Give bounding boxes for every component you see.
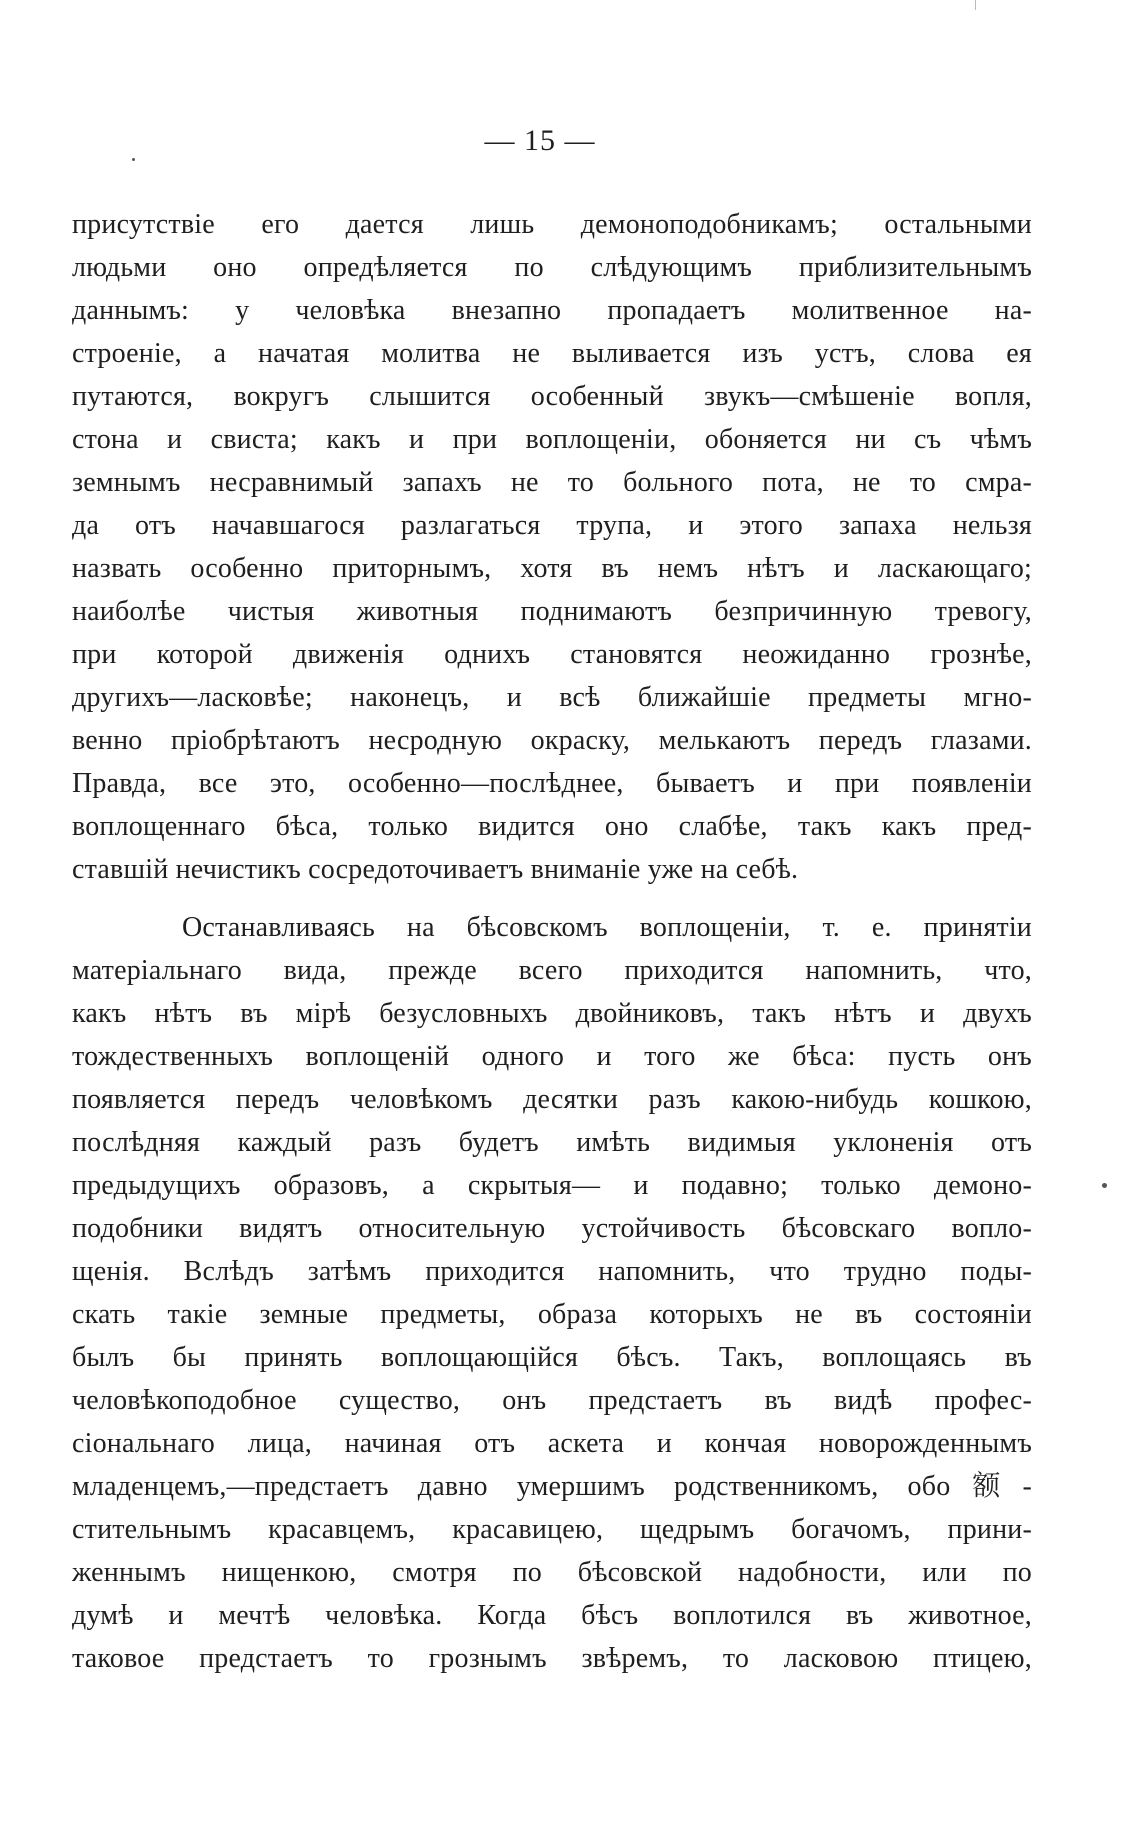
text-line: думѣ и мечтѣ человѣка. Когда бѣсъ воплотился въ животное, [72, 1600, 1032, 1631]
text-line: скать такіе земные предметы, образа которыхъ не въ состояніи [72, 1299, 1032, 1330]
text-line: стительнымъ красавцемъ, красавицею, щедрымъ богачомъ, прини- [72, 1514, 1032, 1545]
text-line: послѣдняя каждый разъ будетъ имѣть видимыя уклоненія отъ [72, 1127, 1032, 1158]
text-line: да отъ начавшагося разлагаться трупа, и этого запаха нельзя [72, 510, 1032, 541]
text-line: человѣкоподобное существо, онъ предстаетъ въ видѣ профес- [72, 1385, 1032, 1416]
page-number: — 15 — [484, 124, 596, 157]
text-line: таковое предстаетъ то грознымъ звѣремъ, то ласковою птицею, [72, 1643, 1032, 1674]
text-line: щенія. Вслѣдъ затѣмъ приходится напомнить, что трудно поды- [72, 1256, 1032, 1287]
text-line: Останавливаясь на бѣсовскомъ воплощеніи, т. е. принятіи [182, 912, 1032, 943]
text-line: присутствіе его дается лишь демоноподобникамъ; остальными [72, 209, 1032, 240]
text-line: даннымъ: у человѣка внезапно пропадаетъ молитвенное на- [72, 295, 1032, 326]
text-line: стона и свиста; какъ и при воплощеніи, обоняется ни съ чѣмъ [72, 424, 1032, 455]
text-line: тождественныхъ воплощеній одного и того же бѣса: пусть онъ [72, 1041, 1032, 1072]
text-line: подобники видятъ относительную устойчивость бѣсовскаго вопло- [72, 1213, 1032, 1244]
paragraph-1 [72, 203, 1032, 891]
paragraph-2 [72, 906, 1032, 1680]
text-line: земнымъ несравнимый запахъ не то больного пота, не то смра- [72, 467, 1032, 498]
text-line: воплощеннаго бѣса, только видится оно слабѣе, такъ какъ пред- [72, 811, 1032, 842]
text-line: женнымъ нищенкою, смотря по бѣсовской надобности, или по [72, 1557, 1032, 1588]
text-line: людьми оно опредѣляется по слѣдующимъ приблизительнымъ [72, 252, 1032, 283]
text-line: матеріальнаго вида, прежде всего приходится напомнить, что, [72, 955, 1032, 986]
text-line: былъ бы принять воплощающійся бѣсъ. Такъ, воплощаясь въ [72, 1342, 1032, 1373]
text-line: путаются, вокругъ слышится особенный звукъ—смѣшеніе вопля, [72, 381, 1032, 412]
scan-speck [132, 158, 135, 161]
scan-speck [1102, 1183, 1107, 1188]
text-line: другихъ—ласковѣе; наконецъ, и всѣ ближайшіе предметы мгно- [72, 682, 1032, 713]
text-line: ставшій нечистикъ сосредоточиваетъ вниманіе уже на себѣ. [72, 854, 799, 885]
text-line: назвать особенно приторнымъ, хотя въ немъ нѣтъ и ласкающаго; [72, 553, 1032, 584]
text-line: Правда, все это, особенно—послѣднее, бываетъ и при появленіи [72, 768, 1032, 799]
text-line: строеніе, а начатая молитва не выливается изъ устъ, слова ея [72, 338, 1032, 369]
text-line: предыдущихъ образовъ, а скрытыя— и подавно; только демоно- [72, 1170, 1032, 1201]
text-line: при которой движенія однихъ становятся неожиданно грознѣе, [72, 639, 1032, 670]
text-line: появляется передъ человѣкомъ десятки разъ какою-нибудь кошкою, [72, 1084, 1032, 1115]
text-line: какъ нѣтъ въ мірѣ безусловныхъ двойниковъ, такъ нѣтъ и двухъ [72, 998, 1032, 1029]
text-line: венно пріобрѣтаютъ несродную окраску, мелькаютъ передъ глазами. [72, 725, 1032, 756]
text-line: младенцемъ,—предстаетъ давно умершимъ родственникомъ, обо额- [72, 1471, 1032, 1502]
scan-mark [975, 0, 976, 10]
text-line: наиболѣе чистыя животныя поднимаютъ безпричинную тревогу, [72, 596, 1032, 627]
text-line: сіональнаго лица, начиная отъ аскета и кончая новорожденнымъ [72, 1428, 1032, 1459]
